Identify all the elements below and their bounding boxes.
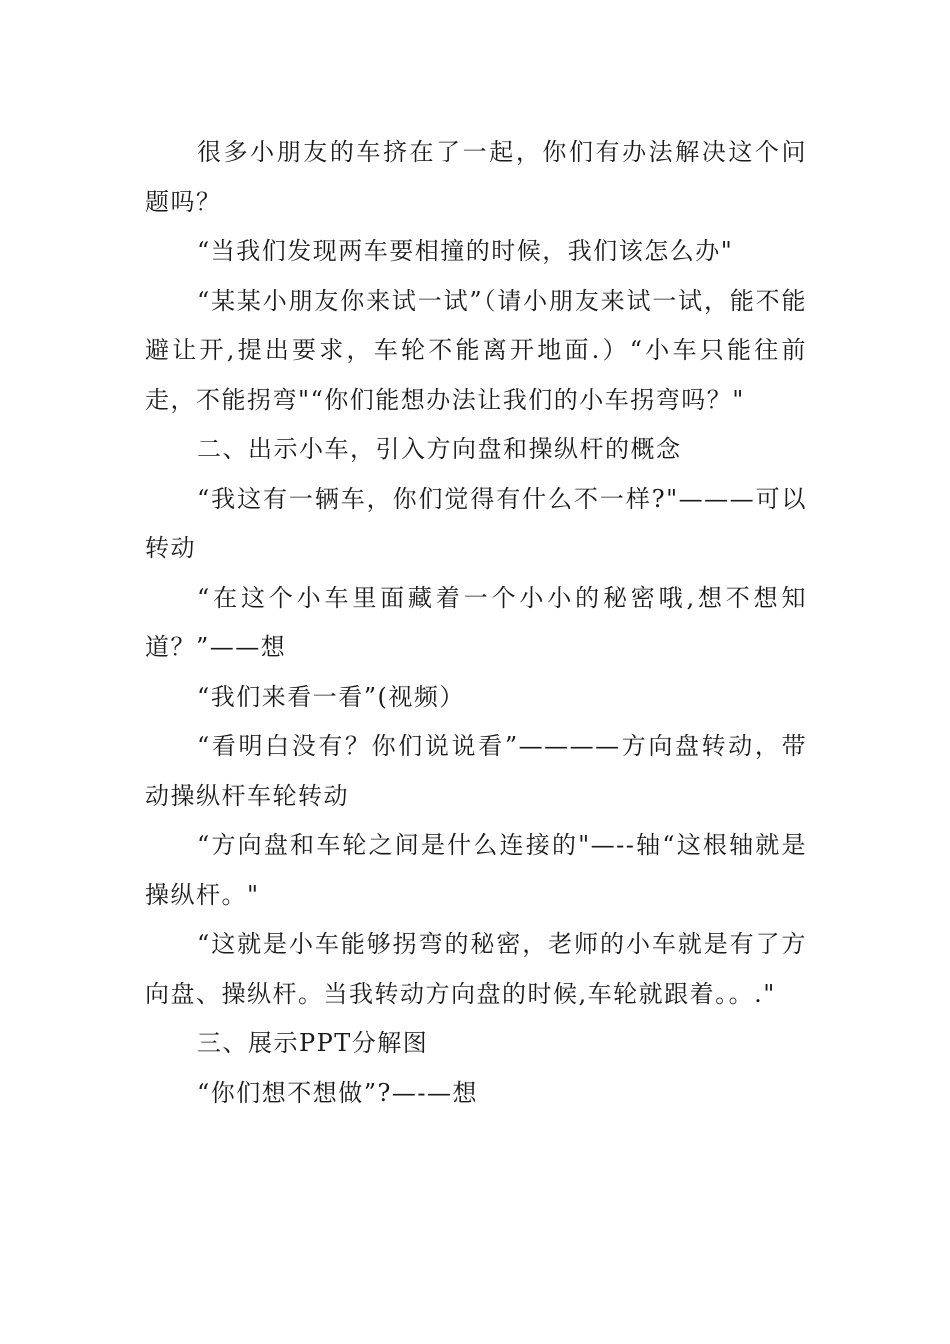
- paragraph-7: “我们来看一看”(视频）: [197, 682, 465, 711]
- paragraph-10: “这就是小车能够拐弯的秘密，老师的小车就是有了方向盘、操纵杆。当我转动方向盘的时候,车轮就跟着。。.": [145, 930, 807, 1008]
- paragraph-6: “在这个小车里面藏着一个小小的秘密哦,想不想知道？”——想: [145, 583, 807, 661]
- paragraph-5: “我这有一辆车，你们觉得有什么不一样?"———可以转动: [145, 484, 807, 562]
- paragraph-2: “当我们发现两车要相撞的时候，我们该怎么办": [197, 237, 734, 265]
- paragraph-9: “方向盘和车轮之间是什么连接的"—--轴“这根轴就是操纵杆。": [145, 831, 807, 909]
- paragraph-1: 很多小朋友的车挤在了一起，你们有办法解决这个问题吗？: [145, 138, 807, 216]
- section-heading-2: 二、出示小车，引入方向盘和操纵杆的概念: [197, 435, 682, 463]
- paragraph-8: “看明白没有？你们说说看”————方向盘转动，带动操纵杆车轮转动: [145, 732, 807, 810]
- document-body: [145, 128, 807, 1118]
- paragraph-12: “你们想不想做”?—-—想: [197, 1078, 479, 1107]
- paragraph-3: “某某小朋友你来试一试”（请小朋友来试一试，能不能避让开,提出要求，车轮不能离开地面.）“小车只能往前走，不能拐弯"“你们能想办法让我们的小车拐弯吗？": [145, 286, 807, 414]
- section-heading-3: 三、展示PPT分解图: [197, 1029, 429, 1057]
